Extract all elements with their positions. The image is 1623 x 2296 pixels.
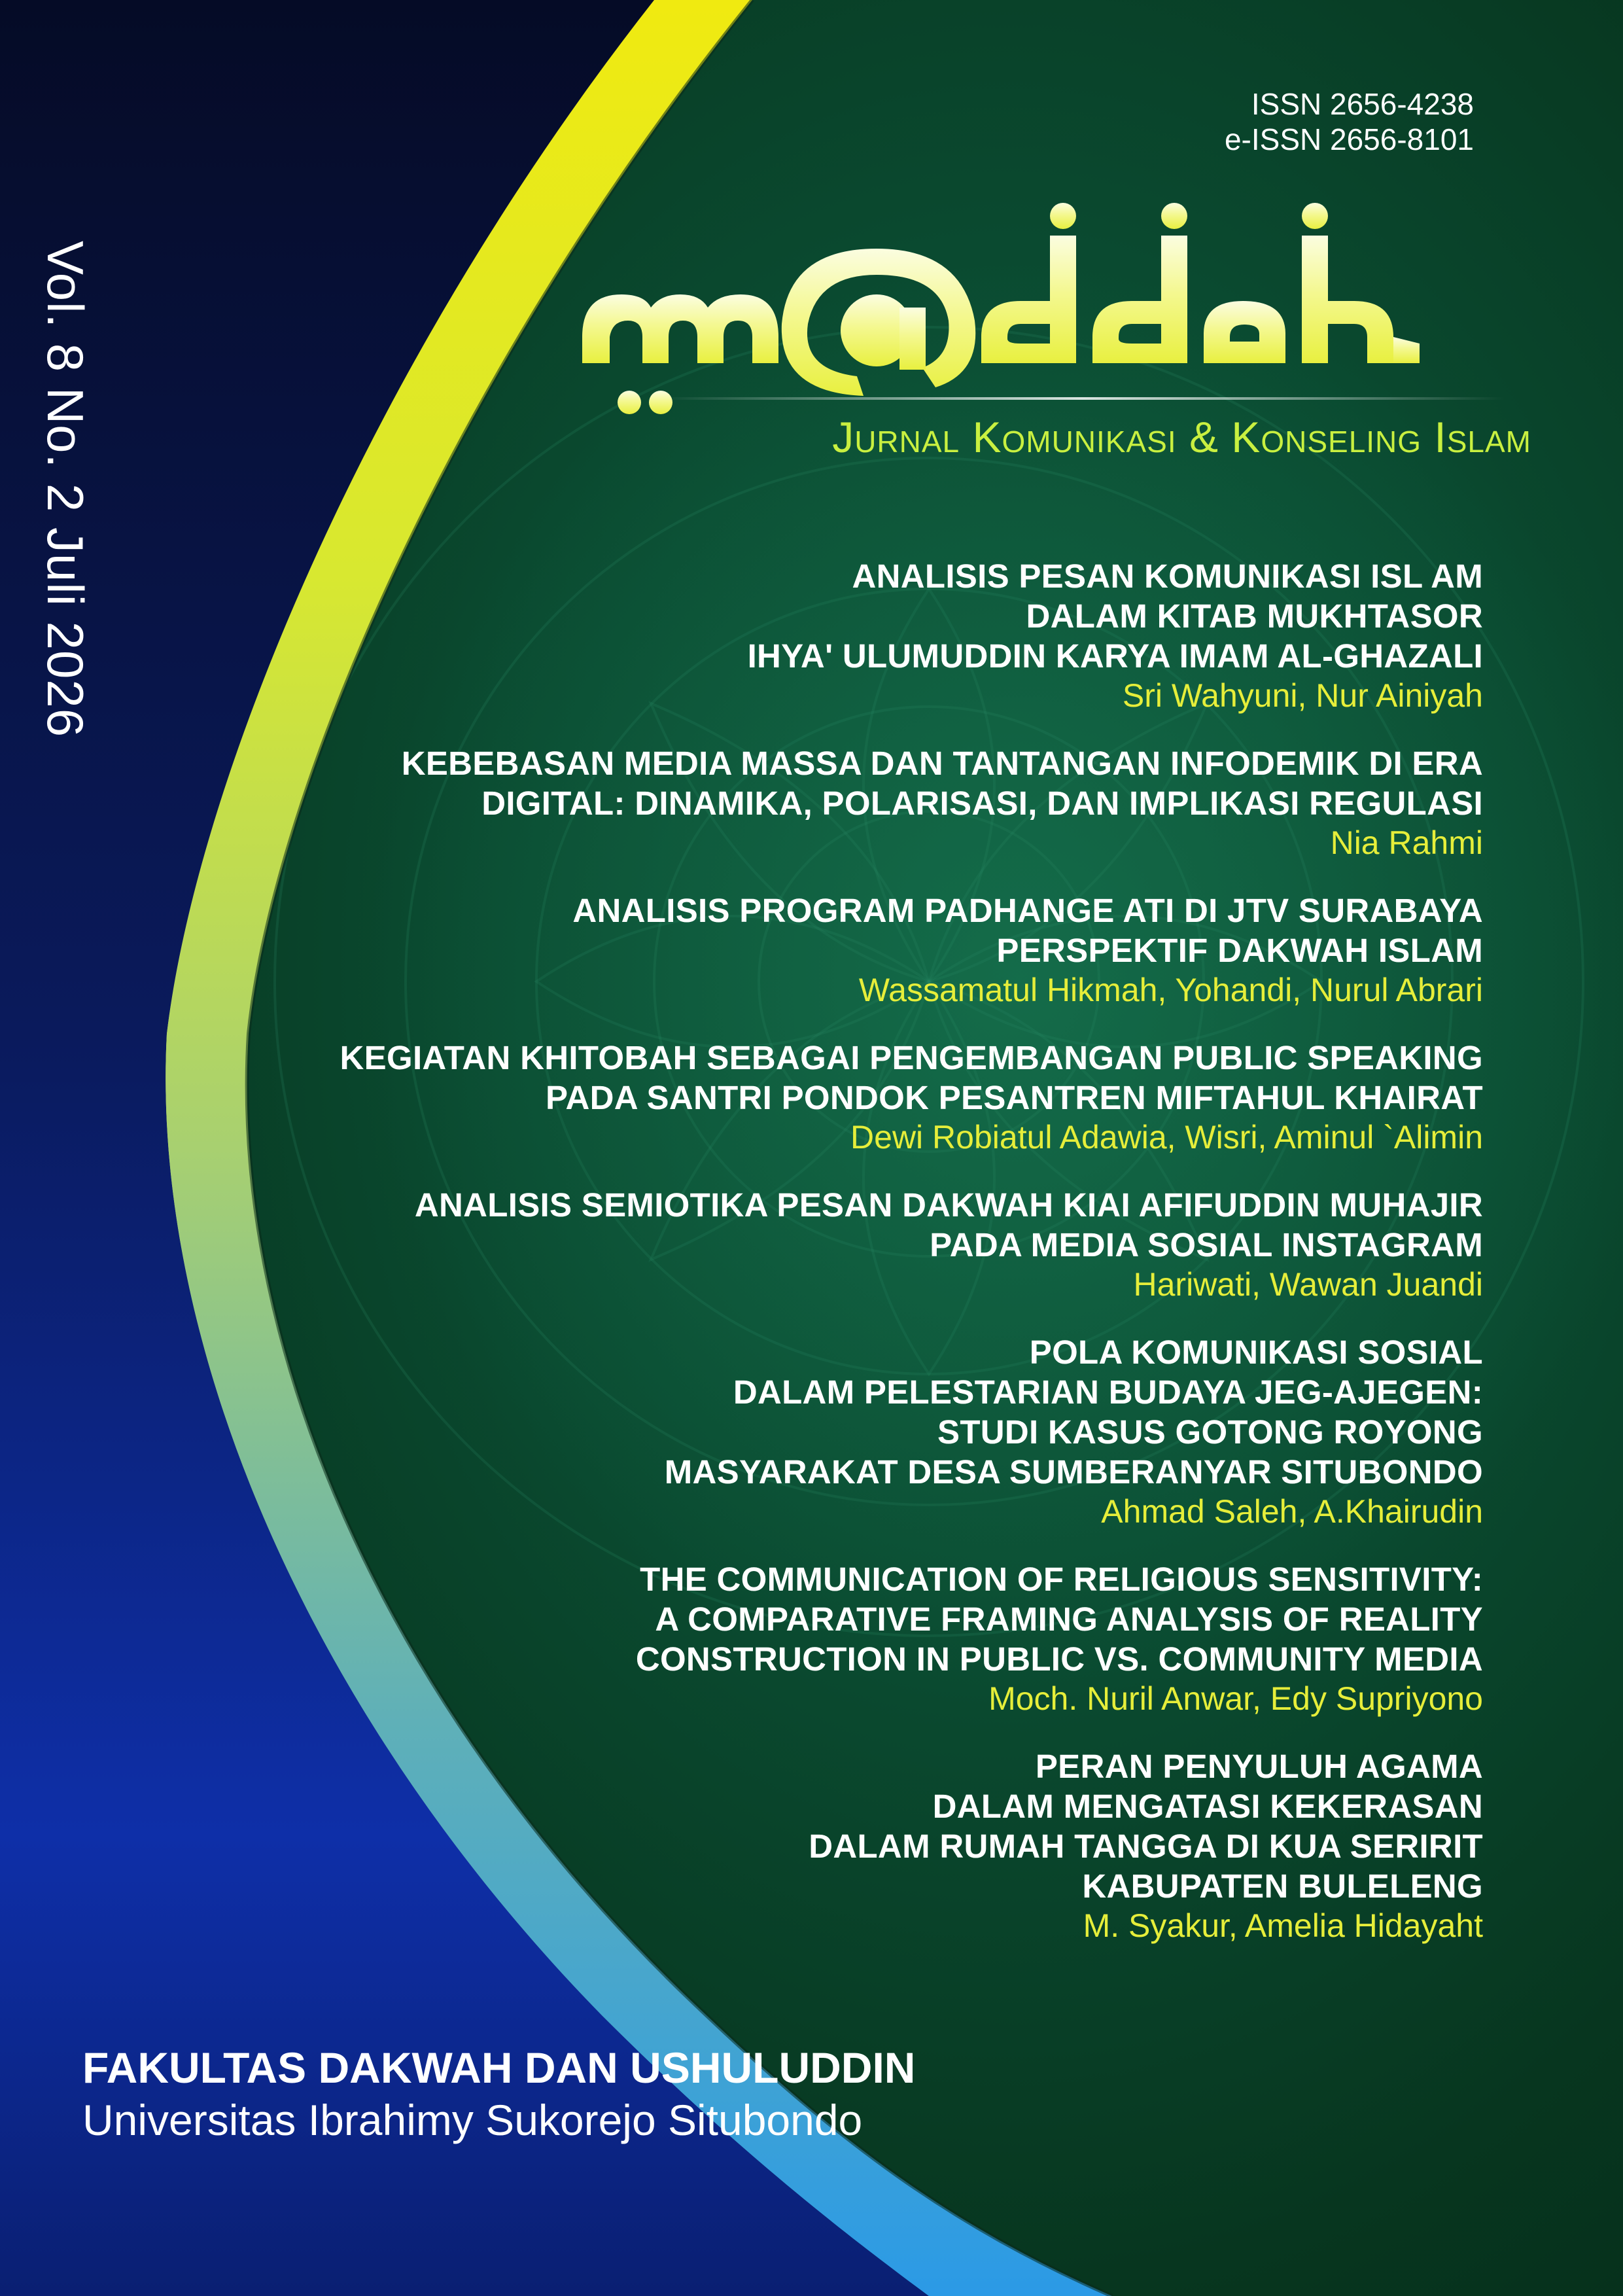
volume-issue-label: Vol. 8 No. 2 Juli 2026 [37, 241, 94, 738]
article-entry [207, 1038, 1483, 1157]
journal-logo [569, 196, 1550, 419]
article-title: ANALISIS PESAN KOMUNIKASI ISL AM DALAM KITAB MUKHTASOR IHYA' ULUMUDDIN KARYA IMAM AL-GHAZALI [747, 557, 1483, 675]
issn-electronic: e-ISSN 2656-8101 [1224, 122, 1474, 156]
article-authors: Wassamatul Hikmah, Yohandi, Nurul Abrari [858, 972, 1483, 1008]
faculty-name: FAKULTAS DAKWAH DAN USHULUDDIN [82, 2043, 916, 2092]
article-title: ANALISIS PROGRAM PADHANGE ATI DI JTV SURABAYA PERSPEKTIF DAKWAH ISLAM [572, 892, 1483, 969]
article-entry [207, 1185, 1483, 1305]
article-title: ANALISIS SEMIOTIKA PESAN DAKWAH KIAI AFIFUDDIN MUHAJIR PADA MEDIA SOSIAL INSTAGRAM [414, 1186, 1483, 1263]
logo-underline [661, 396, 1505, 401]
table-of-contents [207, 556, 1483, 1973]
article-authors: Hariwati, Wawan Juandi [1133, 1266, 1483, 1303]
article-entry [207, 743, 1483, 863]
article-authors: Ahmad Saleh, A.Khairudin [1101, 1493, 1483, 1530]
article-title: POLA KOMUNIKASI SOSIAL DALAM PELESTARIAN BUDAYA JEG-AJEGEN: STUDI KASUS GOTONG ROYONG MASYARAKAT DESA SUMBERANYAR SITUBONDO [664, 1333, 1483, 1491]
article-entry [207, 556, 1483, 716]
article-title: PERAN PENYULUH AGAMA DALAM MENGATASI KEKERASAN DALAM RUMAH TANGGA DI KUA SERIRIT KABUPATEN BULELENG [809, 1748, 1483, 1905]
journal-subtitle: Jurnal Komunikasi & Konseling Islam [832, 413, 1531, 461]
article-authors: Dewi Robiatul Adawia, Wisri, Aminul `Alimin [850, 1119, 1483, 1156]
issn-block [1225, 86, 1474, 157]
article-title: KEBEBASAN MEDIA MASSA DAN TANTANGAN INFODEMIK DI ERA DIGITAL: DINAMIKA, POLARISASI, DAN IMPLIKASI REGULASI [401, 745, 1483, 822]
article-authors: Sri Wahyuni, Nur Ainiyah [1122, 677, 1483, 714]
article-entry [207, 1746, 1483, 1946]
article-entry [207, 1559, 1483, 1719]
university-name: Universitas Ibrahimy Sukorejo Situbondo [82, 2096, 863, 2144]
article-authors: Nia Rahmi [1330, 824, 1483, 861]
article-entry [207, 1332, 1483, 1532]
article-entry [207, 891, 1483, 1010]
article-title: THE COMMUNICATION OF RELIGIOUS SENSITIVITY: A COMPARATIVE FRAMING ANALYSIS OF REALITY CONSTRUCTION IN PUBLIC VS. COMMUNITY MEDIA [635, 1561, 1483, 1678]
issn-print: ISSN 2656-4238 [1251, 87, 1474, 121]
article-authors: Moch. Nuril Anwar, Edy Supriyono [988, 1680, 1483, 1717]
article-authors: M. Syakur, Amelia Hidayaht [1083, 1907, 1483, 1944]
article-title: KEGIATAN KHITOBAH SEBAGAI PENGEMBANGAN PUBLIC SPEAKING PADA SANTRI PONDOK PESANTREN MIFTAHUL KHAIRAT [340, 1039, 1483, 1116]
